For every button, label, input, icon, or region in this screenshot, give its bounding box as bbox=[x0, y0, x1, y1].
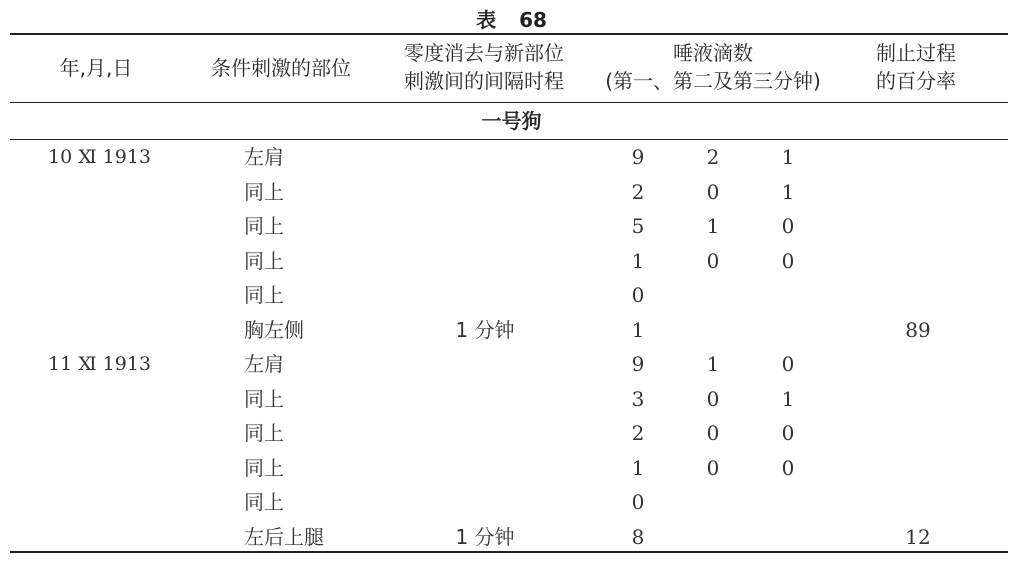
percentage-cell bbox=[888, 347, 948, 381]
percentage-cell: 12 bbox=[905, 524, 931, 549]
date-cell bbox=[48, 451, 178, 485]
site-cell: 同上 bbox=[244, 283, 284, 307]
table-row bbox=[0, 244, 1023, 278]
saliva-min3-cell: 0 bbox=[781, 421, 795, 445]
site-cell: 同上 bbox=[244, 455, 284, 480]
interval-cell bbox=[420, 347, 550, 381]
header-interval bbox=[388, 39, 580, 95]
saliva-min2-cell bbox=[693, 278, 733, 312]
header-site bbox=[196, 54, 366, 82]
saliva-min1-cell: 0 bbox=[631, 283, 645, 307]
table-row bbox=[0, 382, 1023, 416]
table-row bbox=[0, 520, 1023, 554]
site-cell: 左肩 bbox=[244, 145, 284, 169]
saliva-min3-cell: 1 bbox=[781, 386, 795, 411]
saliva-min1-cell: 1 bbox=[631, 455, 645, 480]
table-row bbox=[0, 209, 1023, 243]
date-cell: 10 Ⅺ 1913 bbox=[48, 146, 152, 168]
date-cell bbox=[48, 313, 178, 347]
table-caption-label: 表 bbox=[476, 8, 497, 32]
interval-cell bbox=[420, 485, 550, 519]
saliva-min1-cell: 8 bbox=[631, 524, 645, 549]
percentage-cell bbox=[888, 451, 948, 485]
site-cell: 同上 bbox=[244, 214, 284, 238]
table-row bbox=[0, 451, 1023, 485]
percentage-cell bbox=[888, 209, 948, 243]
date-cell bbox=[48, 175, 178, 209]
site-cell: 同上 bbox=[244, 490, 284, 514]
interval-cell bbox=[420, 209, 550, 243]
group-title: 一号狗 bbox=[481, 109, 542, 133]
table-row bbox=[0, 416, 1023, 450]
header-saliva bbox=[590, 39, 836, 95]
table-caption bbox=[0, 4, 1023, 33]
saliva-min3-cell: 0 bbox=[781, 214, 795, 238]
saliva-min2-cell bbox=[693, 313, 733, 347]
percentage-cell bbox=[888, 175, 948, 209]
date-cell bbox=[48, 520, 178, 554]
site-cell: 左肩 bbox=[244, 352, 284, 376]
table-row bbox=[0, 485, 1023, 519]
saliva-min2-cell: 0 bbox=[706, 248, 720, 273]
header-interval-line1: 零度消去与新部位 bbox=[404, 41, 564, 65]
date-cell bbox=[48, 416, 178, 450]
interval-cell bbox=[420, 451, 550, 485]
interval-cell: 1 分钟 bbox=[455, 317, 515, 342]
site-cell: 同上 bbox=[244, 248, 284, 273]
date-cell bbox=[48, 382, 178, 416]
saliva-min2-cell: 0 bbox=[706, 455, 720, 480]
saliva-min1-cell: 0 bbox=[631, 490, 645, 514]
saliva-min3-cell bbox=[768, 520, 808, 554]
percentage-cell bbox=[888, 278, 948, 312]
saliva-min1-cell: 2 bbox=[631, 421, 645, 445]
site-cell: 左后上腿 bbox=[244, 524, 324, 549]
percentage-cell: 89 bbox=[905, 317, 931, 342]
interval-cell bbox=[420, 278, 550, 312]
interval-cell bbox=[420, 416, 550, 450]
header-date bbox=[48, 54, 144, 82]
saliva-min3-cell: 0 bbox=[781, 352, 795, 376]
table-row bbox=[0, 347, 1023, 381]
saliva-min1-cell: 1 bbox=[631, 317, 645, 342]
percentage-cell bbox=[888, 382, 948, 416]
saliva-min3-cell: 1 bbox=[781, 145, 795, 169]
date-cell bbox=[48, 209, 178, 243]
header-interval-line2: 刺激间的间隔时程 bbox=[404, 69, 564, 93]
site-cell: 同上 bbox=[244, 386, 284, 411]
saliva-min3-cell: 1 bbox=[781, 179, 795, 204]
site-cell: 胸左侧 bbox=[244, 317, 304, 342]
percentage-cell bbox=[888, 416, 948, 450]
saliva-min3-cell: 0 bbox=[781, 455, 795, 480]
saliva-min1-cell: 9 bbox=[631, 145, 645, 169]
header-site-text: 条件刺激的部位 bbox=[211, 56, 351, 80]
table-row bbox=[0, 175, 1023, 209]
site-cell: 同上 bbox=[244, 179, 284, 204]
table-row bbox=[0, 278, 1023, 312]
table-caption-number: 68 bbox=[519, 8, 547, 32]
saliva-min1-cell: 2 bbox=[631, 179, 645, 204]
saliva-min1-cell: 3 bbox=[631, 386, 645, 411]
percentage-cell bbox=[888, 140, 948, 174]
header-percentage bbox=[866, 39, 966, 95]
interval-cell bbox=[420, 382, 550, 416]
saliva-min2-cell: 2 bbox=[706, 145, 720, 169]
saliva-min2-cell: 0 bbox=[706, 386, 720, 411]
date-cell bbox=[48, 485, 178, 519]
saliva-min3-cell bbox=[768, 485, 808, 519]
header-date-text: 年,月,日 bbox=[59, 56, 133, 80]
date-cell bbox=[48, 278, 178, 312]
date-cell: 11 Ⅺ 1913 bbox=[48, 353, 152, 375]
saliva-min3-cell bbox=[768, 278, 808, 312]
header-bottom-rule bbox=[10, 102, 1008, 103]
date-cell bbox=[48, 244, 178, 278]
saliva-min2-cell: 0 bbox=[706, 179, 720, 204]
saliva-min2-cell: 1 bbox=[706, 352, 720, 376]
table-row bbox=[0, 313, 1023, 347]
header-saliva-line2: (第一、第二及第三分钟) bbox=[605, 69, 821, 93]
saliva-min1-cell: 9 bbox=[631, 352, 645, 376]
percentage-cell bbox=[888, 485, 948, 519]
interval-cell bbox=[420, 140, 550, 174]
interval-cell: 1 分钟 bbox=[455, 524, 515, 549]
interval-cell bbox=[420, 244, 550, 278]
saliva-min2-cell bbox=[693, 520, 733, 554]
table-top-rule bbox=[10, 33, 1008, 35]
saliva-min2-cell: 1 bbox=[706, 214, 720, 238]
saliva-min1-cell: 1 bbox=[631, 248, 645, 273]
interval-cell bbox=[420, 175, 550, 209]
saliva-min1-cell: 5 bbox=[631, 214, 645, 238]
header-saliva-line1: 唾液滴数 bbox=[673, 41, 753, 65]
header-pct-line2: 的百分率 bbox=[876, 69, 956, 93]
site-cell: 同上 bbox=[244, 421, 284, 445]
table-row bbox=[0, 140, 1023, 174]
header-pct-line1: 制止过程 bbox=[876, 41, 956, 65]
table-bottom-rule bbox=[10, 551, 1008, 553]
saliva-min2-cell: 0 bbox=[706, 421, 720, 445]
saliva-min3-cell: 0 bbox=[781, 248, 795, 273]
saliva-min2-cell bbox=[693, 485, 733, 519]
saliva-min3-cell bbox=[768, 313, 808, 347]
percentage-cell bbox=[888, 244, 948, 278]
